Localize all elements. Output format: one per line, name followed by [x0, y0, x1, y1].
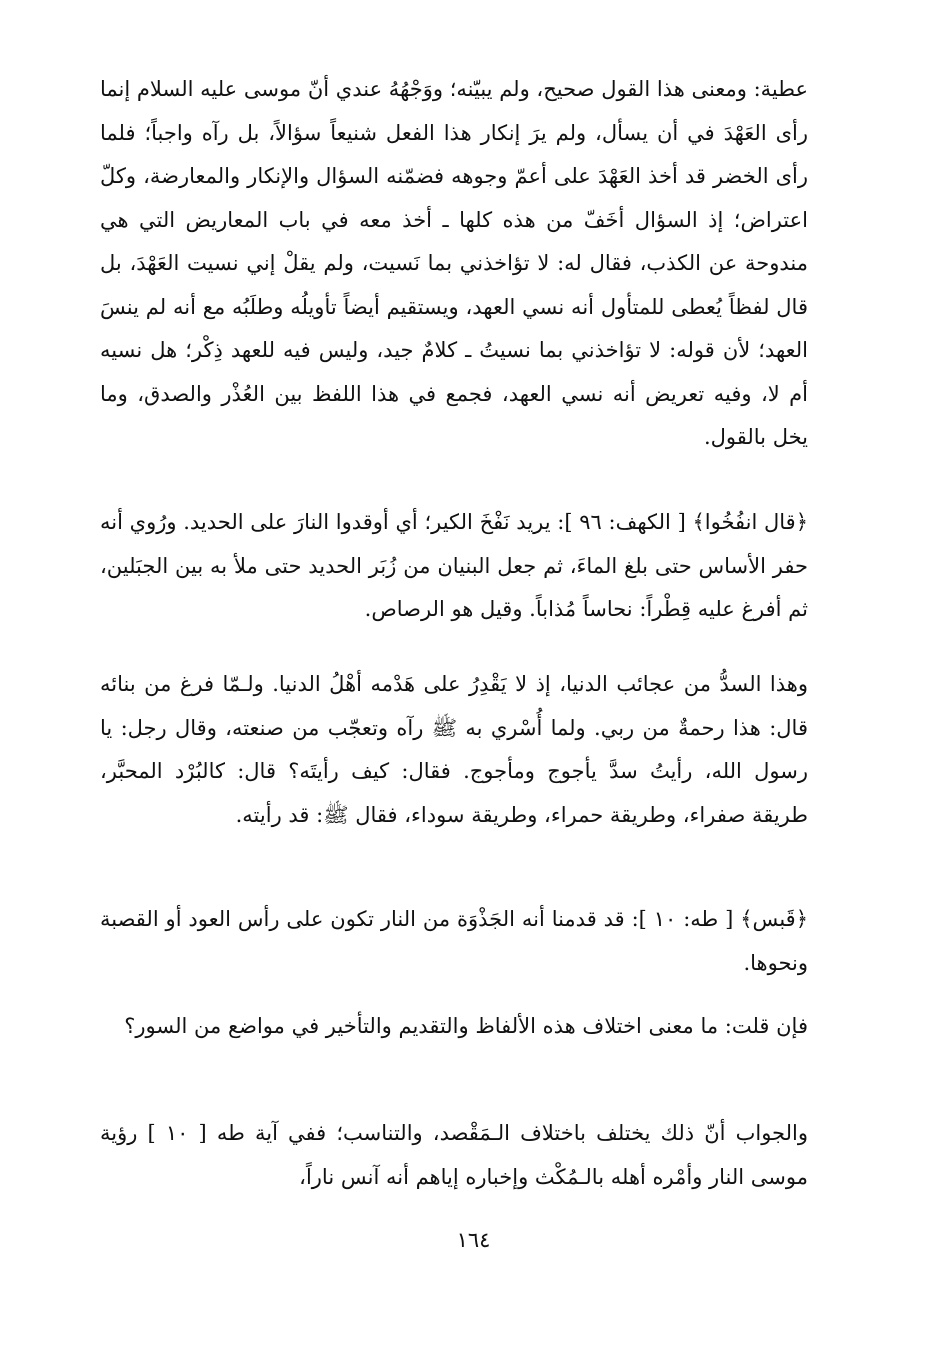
page-number: ١٦٤ [456, 1228, 491, 1252]
paragraph-khidr-explanation: عطية: ومعنى هذا القول صحيح، ولم يبيّنه؛ ووَجْهُهُ عندي أنّ موسى عليه السلام إنما رأى العَهْدَ في أن يسأل، ولم يرَ إنكار هذا الفعل شنيعاً سؤالاً، بل رآه واجباً؛ فلما رأى الخضر قد أخذ العَهْدَ على أعمّ وجوهه فضمّنه السؤال والإنكار والمعارضة، وكلّ اعتراض؛ إذ السؤال أخَفّ من هذه كلها ـ أخذ معه في باب المعاريض التي هي مندوحة عن الكذب، فقال له: لا تؤاخذني بما نَسيت، ولم يقلْ إني نسيت العَهْدَ، بل قال لفظاً يُعطى للمتأول أنه نسي العهد، ويستقيم أيضاً تأويلُه وطلَبُه مع أنه لم ينسَ العهد؛ لأن قوله: لا تؤاخذني بما نسيتُ ـ كلامٌ جيد، وليس فيه للعهد ذِكْر؛ هل نسيه أم لا، وفيه تعريض أنه نسي العهد، فجمع في هذا اللفظ بين العُذْر والصدق، وما يخل بالقول. [100, 77, 808, 449]
paragraph-dam-wonder: وهذا السدُّ من عجائب الدنيا، إذ لا يَقْدِرُ على هَدْمه أهْلُ الدنيا. ولـمّا فرغ من بنائه قال: هذا رحمةٌ من ربي. ولما أُسْري به ﷺ رآه وتعجّب من صنعته، وقال رجل: يا رسول الله، رأيتُ سدَّ يأجوج ومأجوج. فقال: كيف رأيتَه؟ قال: كالبُرْد المحبَّر، طريقة صفراء، وطريقة حمراء، وطريقة سوداء، فقال ﷺ: قد رأيته. [100, 672, 808, 827]
paragraph-answer: والجواب أنّ ذلك يختلف باختلاف الـمَقْصد، والتناسب؛ ففي آية طه [ ١٠ ] رؤية موسى النار وأمْره أهله بالـمُكْث وإخباره إياهم أنه آنس ناراً، [100, 1121, 808, 1189]
paragraph-unfukhu: ﴿قال انفُخُوا﴾ [ الكهف: ٩٦ ]: يريد نَفْخَ الكير؛ أي أوقدوا النارَ على الحديد. ورُوي أنه حفر الأساس حتى بلغ الماءَ، ثم جعل البنيان من زُبَر الحديد حتى ملأ به بين الجبَلين، ثم أفرغ عليه قِطْراً: نحاساً مُذاباً. وقيل هو الرصاص. [100, 510, 809, 621]
paragraph-question: فإن قلت: ما معنى اختلاف هذه الألفاظ والتقديم والتأخير في مواضع من السور؟ [124, 1014, 808, 1038]
paragraph-qabas: ﴿قَبس﴾ [ طه: ١٠ ]: قد قدمنا أنه الجَذْوَة من النار تكون على رأس العود أو القصبة ونحوها. [100, 907, 808, 975]
